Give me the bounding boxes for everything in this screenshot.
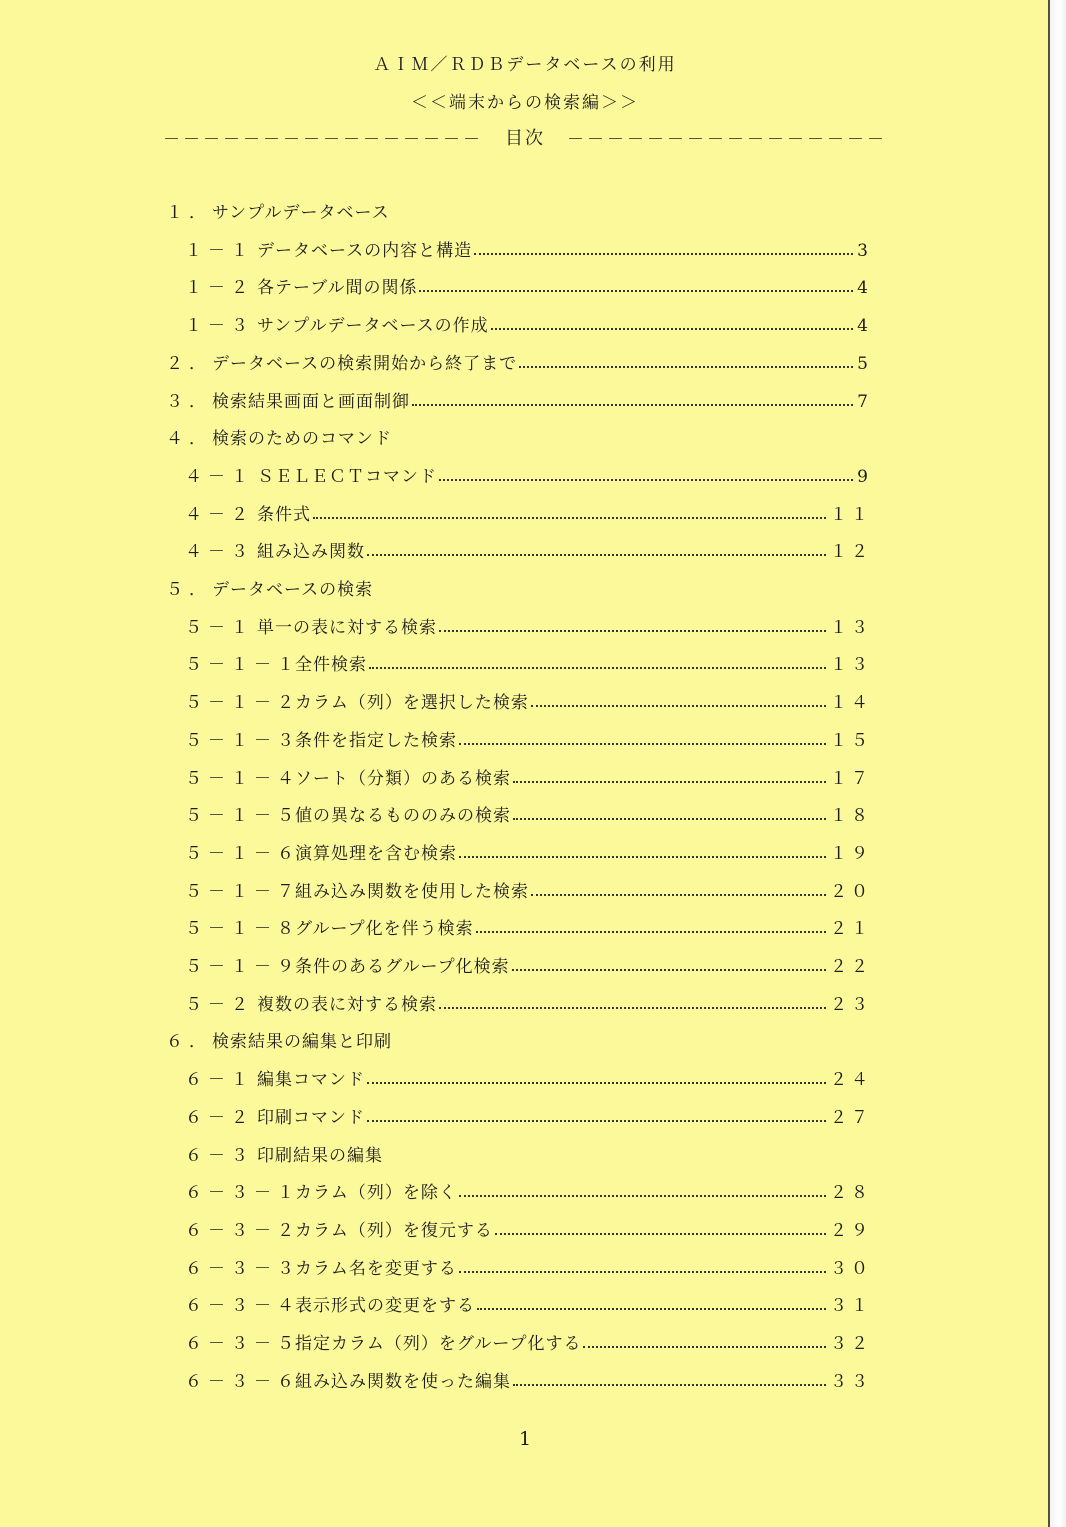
toc-dot-leader bbox=[367, 1081, 826, 1084]
toc-entry-title: 組み込み関数 bbox=[257, 542, 365, 563]
toc-entry-number: ５－２ bbox=[185, 994, 254, 1015]
toc-dot-leader bbox=[369, 666, 826, 669]
toc-entry-number: ４－１ bbox=[185, 466, 254, 487]
toc-entry-page: ２８ bbox=[830, 1183, 872, 1204]
toc-entry bbox=[185, 721, 872, 751]
toc-entry-title: グループ化を伴う検索 bbox=[295, 919, 474, 940]
toc-entry-title: 編集コマンド bbox=[257, 1070, 365, 1091]
toc-entry-number: ４－２ bbox=[185, 504, 254, 525]
toc-dash-right: －－－－－－－－－－－－－－－－ bbox=[567, 129, 887, 150]
toc-entry-number: ６－３ bbox=[185, 1145, 254, 1166]
toc-entry-title: カラム（列）を除く bbox=[295, 1183, 457, 1204]
toc-entry-title: 値の異なるもののみの検索 bbox=[295, 806, 511, 827]
toc-entry bbox=[185, 1098, 872, 1128]
toc-entry-title: 検索結果画面と画面制御 bbox=[212, 391, 410, 412]
toc-entry-number: ５－１－６ bbox=[185, 843, 300, 864]
toc-dot-leader bbox=[474, 252, 853, 255]
toc-dash-left: －－－－－－－－－－－－－－－－ bbox=[163, 129, 483, 150]
toc-entry-title: 各テーブル間の関係 bbox=[257, 278, 418, 299]
toc-entry-title: データベースの検索 bbox=[212, 580, 374, 600]
toc-entry-number: ５－１－２ bbox=[185, 693, 300, 714]
toc-entry-title: サンプルデータベースの作成 bbox=[257, 316, 489, 337]
toc-entry-title: データベースの検索開始から終了まで bbox=[212, 353, 518, 374]
toc-entry-page: 5 bbox=[857, 353, 872, 374]
toc-entry bbox=[166, 570, 373, 600]
toc-entry-number: ５－１－８ bbox=[185, 919, 300, 940]
toc-entry-number: １． bbox=[166, 203, 212, 223]
toc-dot-leader bbox=[412, 403, 853, 406]
toc-entry bbox=[185, 231, 872, 261]
toc-dot-leader bbox=[459, 1194, 826, 1197]
toc-entry-page: ２０ bbox=[830, 881, 872, 902]
toc-entry-title: 条件のあるグループ化検索 bbox=[295, 957, 510, 977]
toc-entry-page: ２１ bbox=[830, 919, 872, 940]
toc-entry bbox=[185, 683, 872, 713]
toc-entry-page: １５ bbox=[830, 730, 872, 751]
toc-entry-number: １－３ bbox=[185, 316, 254, 337]
toc-dot-leader bbox=[519, 365, 853, 368]
toc-entry-title: データベースの内容と構造 bbox=[257, 240, 473, 261]
toc-entry-title: サンプルデータベース bbox=[212, 203, 390, 223]
toc-entry bbox=[185, 645, 872, 675]
toc-entry-page: 7 bbox=[857, 391, 872, 412]
toc-entry-title: 組み込み関数を使った編集 bbox=[295, 1371, 511, 1392]
toc-entry-title: 条件式 bbox=[257, 504, 311, 525]
toc-entry-number: ６－３－５ bbox=[185, 1334, 300, 1354]
toc-entry-page: １３ bbox=[830, 655, 872, 676]
toc-dot-leader bbox=[513, 817, 826, 820]
toc-entry bbox=[185, 759, 872, 789]
toc-entry-page: 9 bbox=[857, 466, 872, 487]
toc-entry-page: 3 bbox=[857, 240, 872, 261]
toc-entry-title: 組み込み関数を使用した検索 bbox=[295, 881, 529, 902]
toc-dot-leader bbox=[512, 968, 826, 971]
toc-entry-title: ソート（分類）のある検索 bbox=[295, 768, 511, 789]
toc-entry-page: ２２ bbox=[830, 957, 872, 977]
toc-dot-leader bbox=[439, 478, 853, 481]
toc-entry-page: １９ bbox=[830, 843, 872, 864]
toc-entry-number: ５－１－１ bbox=[185, 655, 300, 676]
toc-dot-leader bbox=[531, 893, 826, 896]
toc-entry-title: 全件検索 bbox=[295, 655, 367, 676]
toc-entry bbox=[166, 419, 392, 449]
toc-dot-leader bbox=[476, 930, 826, 933]
toc-label: 目次 bbox=[505, 128, 545, 149]
toc-entry-title: 表示形式の変更をする bbox=[295, 1296, 475, 1317]
toc-entry-page: 4 bbox=[857, 316, 872, 337]
toc-entry-number: ５－１－７ bbox=[185, 881, 300, 902]
toc-dot-leader bbox=[531, 704, 826, 707]
toc-entry bbox=[185, 306, 872, 336]
toc-dot-leader bbox=[439, 1006, 826, 1009]
toc-entry-number: ３． bbox=[166, 391, 212, 412]
toc-dot-leader bbox=[367, 1119, 826, 1122]
toc-entry-title: 印刷コマンド bbox=[257, 1107, 365, 1128]
toc-entry bbox=[185, 834, 872, 864]
toc-entry-page: ３０ bbox=[830, 1258, 872, 1279]
toc-entry-title: 複数の表に対する検索 bbox=[257, 994, 437, 1015]
toc-entry-title: 指定カラム（列）をグループ化する bbox=[295, 1334, 582, 1354]
toc-entry bbox=[185, 1249, 872, 1279]
toc-dot-leader bbox=[491, 327, 854, 330]
toc-entry-number: ５－１－３ bbox=[185, 730, 300, 751]
toc-entry-page: 4 bbox=[857, 278, 872, 299]
toc-entry-page: ２７ bbox=[830, 1107, 872, 1128]
toc-entry bbox=[185, 872, 872, 902]
toc-dot-leader bbox=[477, 1307, 826, 1310]
toc-entry bbox=[185, 1173, 872, 1203]
toc-entry-title: 条件を指定した検索 bbox=[295, 730, 457, 751]
toc-dot-leader bbox=[513, 780, 826, 783]
page-number: 1 bbox=[518, 1428, 532, 1450]
toc-entry bbox=[185, 532, 872, 562]
toc-entry bbox=[185, 268, 872, 298]
toc-entry-page: ２３ bbox=[830, 994, 872, 1015]
toc-dot-leader bbox=[459, 1270, 826, 1273]
toc-entry bbox=[166, 1022, 392, 1052]
toc-dot-leader bbox=[459, 855, 826, 858]
toc-entry-title: 検索のためのコマンド bbox=[212, 429, 392, 450]
toc-entry-title: カラム名を変更する bbox=[295, 1258, 457, 1279]
toc-entry bbox=[185, 457, 872, 487]
toc-entry-number: ６－３－６ bbox=[185, 1371, 300, 1392]
toc-entry-page: １２ bbox=[830, 542, 872, 563]
toc-entry bbox=[185, 1324, 872, 1354]
toc-entry bbox=[185, 1286, 872, 1316]
toc-entry-number: ５－１－５ bbox=[185, 806, 300, 827]
toc-entry-title: 検索結果の編集と印刷 bbox=[212, 1032, 392, 1053]
toc-entry bbox=[166, 193, 390, 223]
toc-dot-leader bbox=[439, 629, 826, 632]
toc-entry-title: カラム（列）を選択した検索 bbox=[295, 693, 529, 714]
toc-entry-title: 単一の表に対する検索 bbox=[257, 617, 437, 638]
toc-entry-number: ５－１ bbox=[185, 617, 254, 638]
toc-dot-leader bbox=[495, 1232, 826, 1235]
document-subtitle: ＜＜端末からの検索編＞＞ bbox=[411, 93, 639, 113]
toc-entry bbox=[185, 608, 872, 638]
toc-entry-page: ３１ bbox=[830, 1296, 872, 1317]
toc-dot-leader bbox=[513, 1383, 826, 1386]
toc-entry-page: １３ bbox=[830, 617, 872, 638]
toc-entry bbox=[166, 382, 872, 412]
toc-entry-number: ６－３－３ bbox=[185, 1258, 300, 1279]
toc-entry-number: ２． bbox=[166, 353, 212, 374]
toc-entry-number: ６－３－２ bbox=[185, 1220, 300, 1241]
toc-entry-number: ６－３－１ bbox=[185, 1183, 300, 1204]
toc-entry-number: ６－３－４ bbox=[185, 1296, 300, 1317]
toc-entry-number: １－２ bbox=[185, 278, 254, 299]
toc-entry-title: ＳＥＬＥＣＴコマンド bbox=[257, 466, 437, 487]
toc-entry bbox=[185, 796, 872, 826]
toc-entry-page: １４ bbox=[830, 693, 872, 714]
toc-dot-leader bbox=[583, 1345, 826, 1348]
toc-entry-number: １－１ bbox=[185, 240, 254, 261]
toc-entry-page: ２９ bbox=[830, 1220, 872, 1241]
toc-entry-number: ６－１ bbox=[185, 1070, 254, 1091]
toc-entry-page: １７ bbox=[830, 768, 872, 789]
toc-entry bbox=[185, 947, 872, 977]
toc-entry-page: ３２ bbox=[830, 1334, 872, 1354]
toc-entry bbox=[185, 1136, 383, 1166]
toc-entry bbox=[166, 344, 872, 374]
scan-margin bbox=[1050, 0, 1066, 1527]
toc-heading bbox=[0, 124, 1050, 150]
toc-entry bbox=[185, 1211, 872, 1241]
toc-entry-number: ４－３ bbox=[185, 542, 254, 563]
toc-dot-leader bbox=[419, 289, 853, 292]
toc-entry-number: ６－２ bbox=[185, 1107, 254, 1128]
toc-entry-number: ５． bbox=[166, 580, 212, 600]
toc-entry bbox=[185, 1362, 872, 1392]
toc-entry bbox=[185, 1060, 872, 1090]
toc-entry bbox=[185, 909, 872, 939]
toc-entry bbox=[185, 985, 872, 1015]
toc-entry-page: ２４ bbox=[830, 1070, 872, 1091]
toc-entry-number: ５－１－４ bbox=[185, 768, 300, 789]
toc-entry-page: １１ bbox=[830, 504, 872, 525]
toc-dot-leader bbox=[367, 553, 826, 556]
toc-entry-title: 印刷結果の編集 bbox=[257, 1145, 383, 1166]
toc-dot-leader bbox=[313, 516, 826, 519]
toc-dot-leader bbox=[459, 742, 826, 745]
toc-entry-title: 演算処理を含む検索 bbox=[295, 843, 457, 864]
toc-entry-number: ５－１－９ bbox=[185, 957, 300, 977]
toc-entry-page: １８ bbox=[830, 806, 872, 827]
toc-entry-title: カラム（列）を復元する bbox=[295, 1220, 493, 1241]
document-title: ＡＩＭ／ＲＤＢデータベースの利用 bbox=[373, 55, 677, 75]
toc-entry bbox=[185, 495, 872, 525]
toc-entry-page: ３３ bbox=[830, 1371, 872, 1392]
toc-entry-number: ６． bbox=[166, 1032, 212, 1053]
toc-entry-number: ４． bbox=[166, 429, 212, 450]
